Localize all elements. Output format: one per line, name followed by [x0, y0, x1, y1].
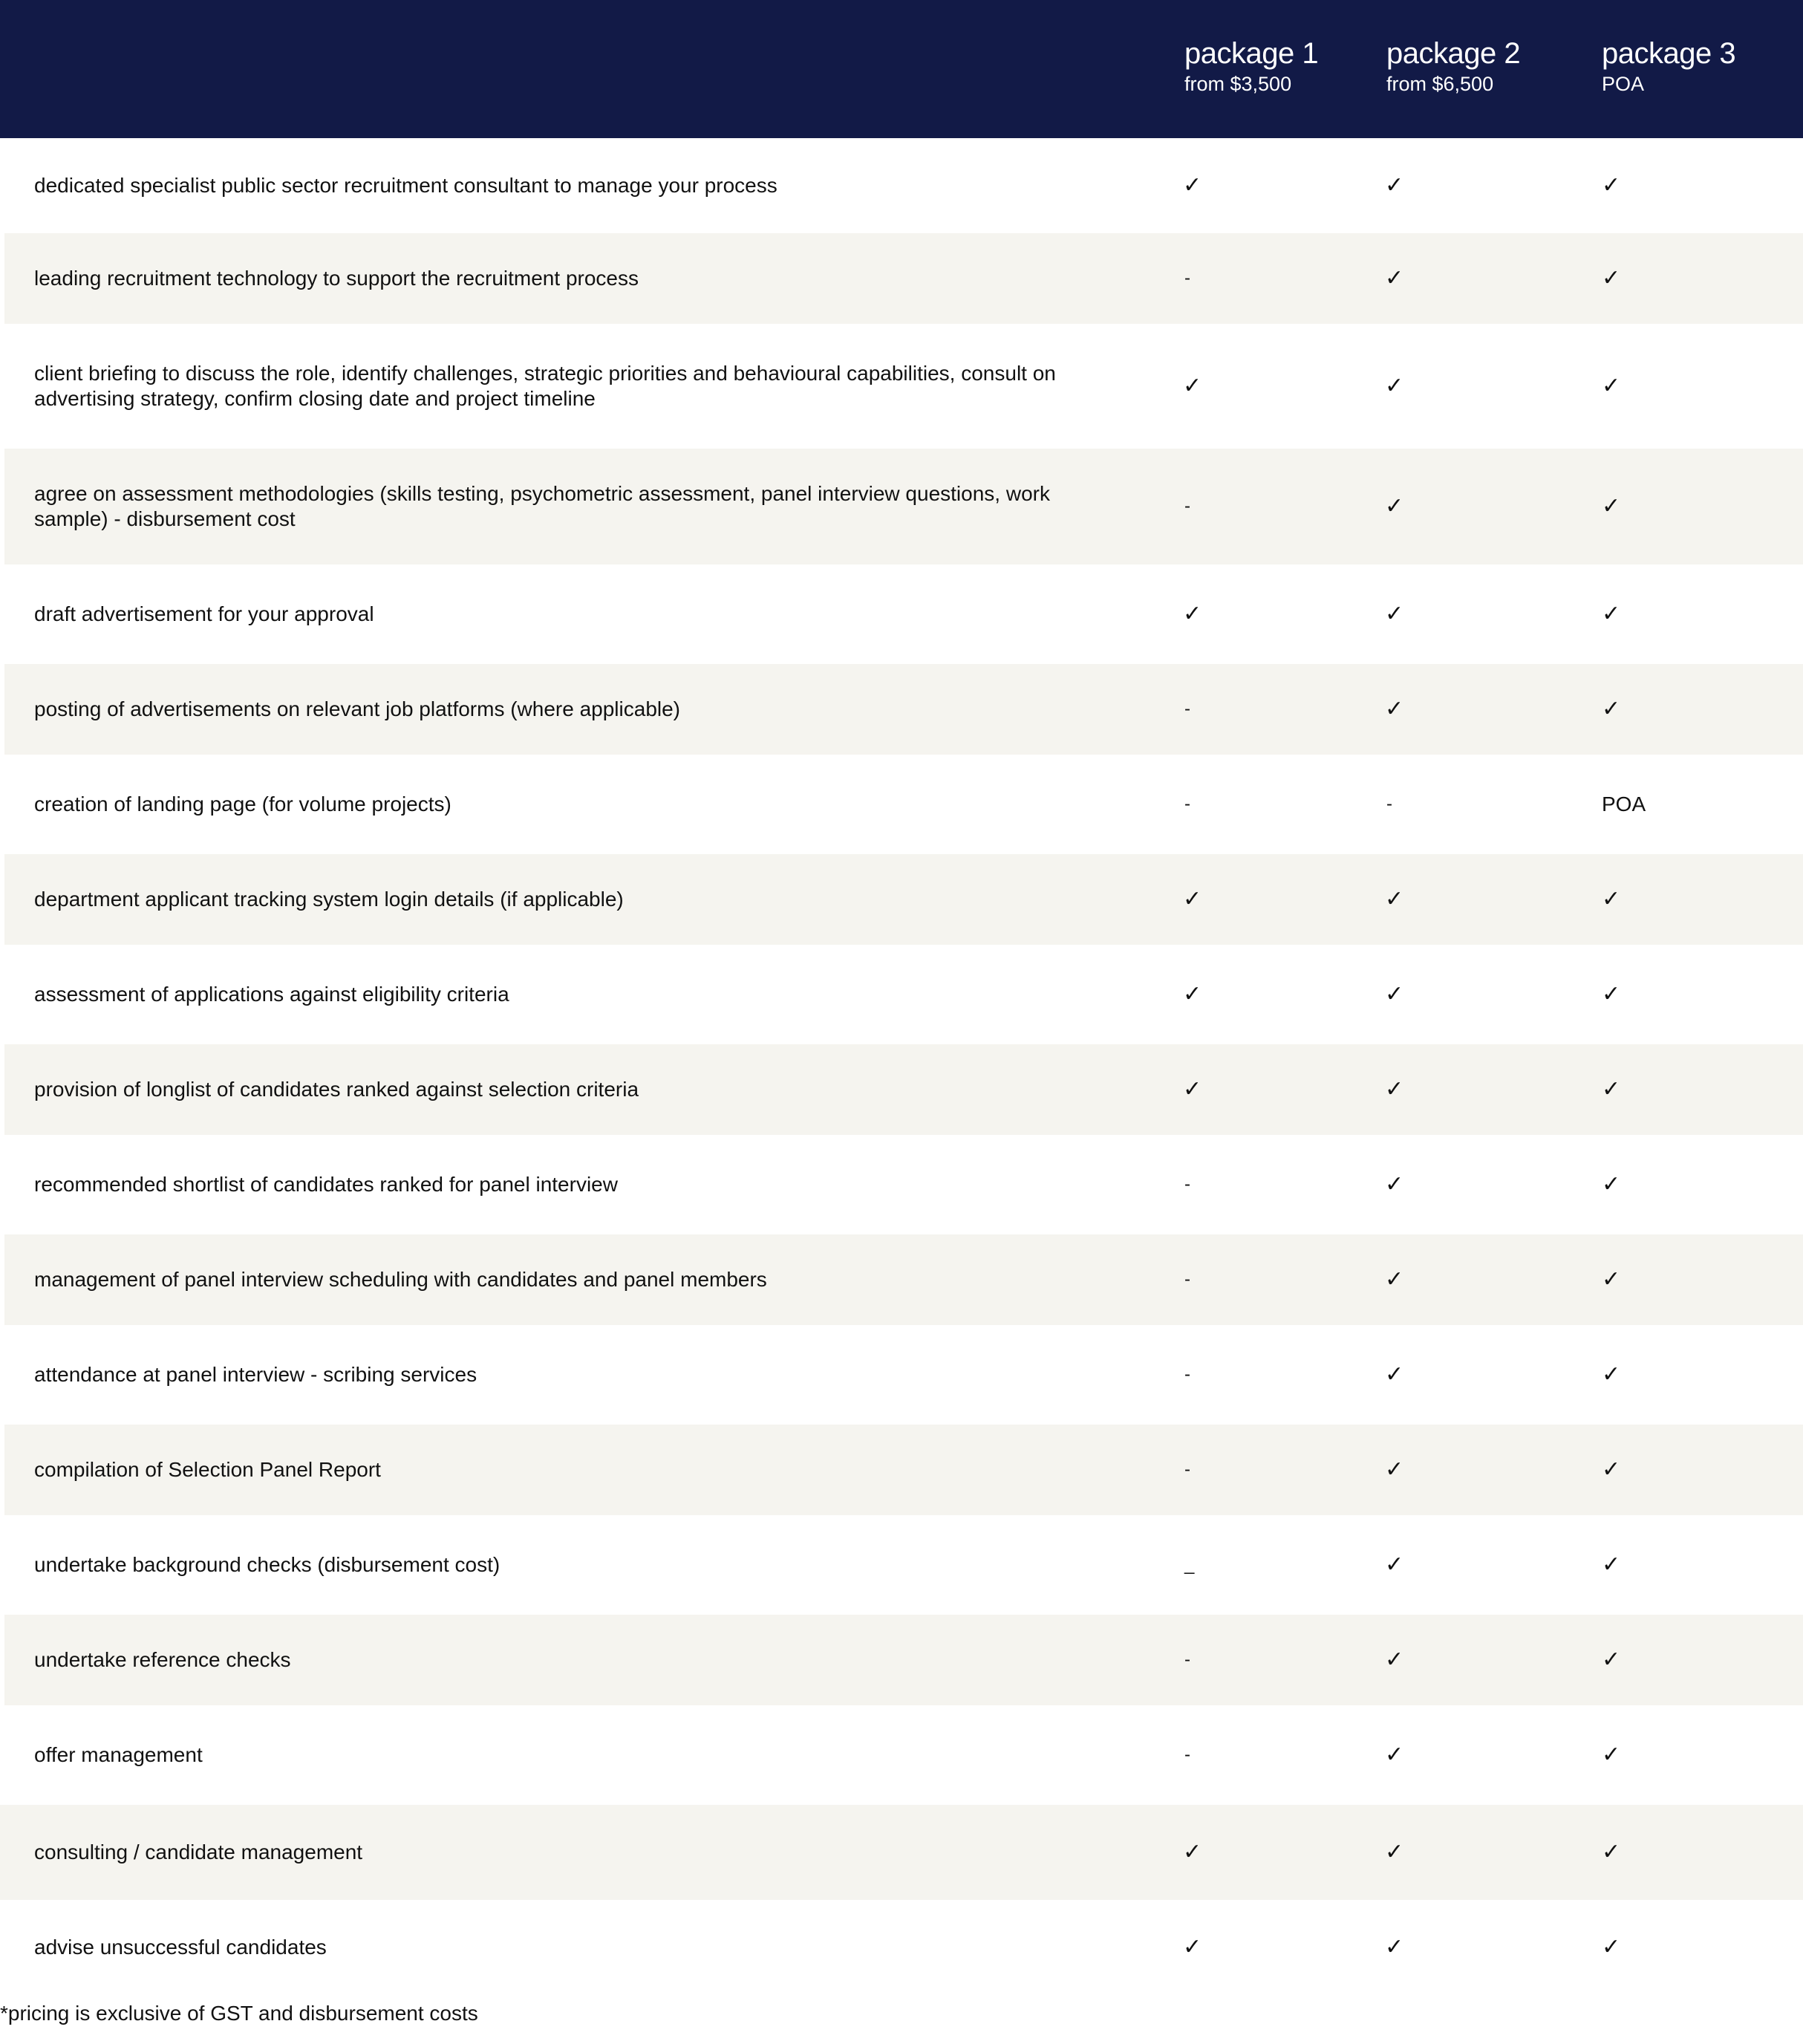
- not-included-mark: -: [1184, 1650, 1190, 1670]
- feature-text: undertake background checks (disbursement cost): [34, 1553, 501, 1576]
- package-1-cell: [1183, 664, 1331, 755]
- feature-label: [34, 1325, 1118, 1425]
- check-icon: ✓: [1602, 373, 1621, 399]
- table-row: [0, 138, 1803, 233]
- package-3-name: package 3: [1602, 37, 1736, 70]
- pricing-footnote: *pricing is exclusive of GST and disbursement costs: [0, 2002, 478, 2025]
- feature-text: draft advertisement for your approval: [34, 602, 374, 625]
- package-3-cell: [1602, 755, 1765, 854]
- feature-label: [34, 1234, 1118, 1325]
- check-icon: ✓: [1183, 1839, 1202, 1865]
- feature-label: [34, 1044, 1118, 1135]
- package-2-cell: [1385, 854, 1533, 945]
- table-row: [0, 324, 1803, 449]
- not-included-mark: -: [1184, 1269, 1190, 1289]
- check-icon: ✓: [1385, 1552, 1404, 1578]
- check-icon: ✓: [1602, 981, 1621, 1007]
- feature-text: management of panel interview scheduling with candidates and panel members: [34, 1268, 767, 1291]
- check-icon: ✓: [1385, 1839, 1404, 1865]
- package-1-cell: [1183, 1515, 1331, 1615]
- check-icon: ✓: [1385, 1076, 1404, 1102]
- package-1-cell: [1183, 854, 1331, 945]
- package-2-cell: [1385, 564, 1533, 664]
- table-row: [0, 1425, 1803, 1515]
- table-row: [0, 233, 1803, 324]
- feature-label: [34, 755, 1118, 854]
- not-included-mark: -: [1184, 1459, 1190, 1480]
- feature-label: [34, 1900, 1118, 1995]
- package-3-cell: [1602, 854, 1765, 945]
- package-3-cell: [1602, 664, 1765, 755]
- table-header: [0, 0, 1803, 138]
- check-icon: ✓: [1385, 265, 1404, 291]
- package-2-name: package 2: [1386, 37, 1521, 70]
- feature-text: advise unsuccessful candidates: [34, 1936, 327, 1959]
- table-row: [0, 1325, 1803, 1425]
- check-icon: ✓: [1602, 1742, 1621, 1768]
- package-2-cell: [1385, 1805, 1533, 1900]
- check-icon: ✓: [1602, 1647, 1621, 1673]
- package-2-cell: [1385, 1135, 1533, 1234]
- table-row: [0, 1234, 1803, 1325]
- table-row: [0, 1515, 1803, 1615]
- check-icon: ✓: [1602, 1076, 1621, 1102]
- feature-label: [34, 1135, 1118, 1234]
- check-icon: ✓: [1602, 696, 1621, 722]
- package-2-price: from $6,500: [1386, 73, 1494, 95]
- package-3-cell: [1602, 324, 1765, 449]
- feature-label: [34, 324, 1118, 449]
- package-3-cell: [1602, 1234, 1765, 1325]
- check-icon: ✓: [1602, 1839, 1621, 1865]
- check-icon: ✓: [1602, 265, 1621, 291]
- package-1-cell: [1183, 564, 1331, 664]
- package-2-cell: [1385, 1705, 1533, 1805]
- feature-label: [34, 449, 1118, 564]
- check-icon: ✓: [1183, 1934, 1202, 1960]
- package-3-cell: [1602, 1805, 1765, 1900]
- table-row: [0, 945, 1803, 1044]
- package-2-cell: [1385, 1044, 1533, 1135]
- package-3-cell: [1602, 1705, 1765, 1805]
- package-3-cell: [1602, 138, 1765, 233]
- feature-label: [34, 1805, 1118, 1900]
- package-1-cell: [1183, 1805, 1331, 1900]
- feature-text: posting of advertisements on relevant job platforms (where applicable): [34, 697, 681, 720]
- check-icon: ✓: [1602, 1171, 1621, 1197]
- table-row: [0, 854, 1803, 945]
- check-icon: ✓: [1385, 1361, 1404, 1387]
- package-3-header: [1602, 36, 1735, 97]
- feature-label: [34, 1615, 1118, 1705]
- package-2-cell: [1385, 664, 1533, 755]
- check-icon: ✓: [1385, 1647, 1404, 1673]
- feature-text: attendance at panel interview - scribing services: [34, 1363, 477, 1386]
- package-1-cell: [1183, 233, 1331, 324]
- table-row: [0, 564, 1803, 664]
- feature-text: undertake reference checks: [34, 1648, 291, 1671]
- package-2-cell: [1385, 1615, 1533, 1705]
- feature-label: [34, 1515, 1118, 1615]
- package-1-cell: [1183, 449, 1331, 564]
- package-2-cell: [1385, 1234, 1533, 1325]
- check-icon: ✓: [1385, 981, 1404, 1007]
- table-row: [0, 1044, 1803, 1135]
- feature-text: assessment of applications against eligibility criteria: [34, 983, 509, 1006]
- not-included-mark: -: [1184, 794, 1190, 814]
- package-2-cell: [1385, 755, 1533, 854]
- check-icon: ✓: [1385, 1934, 1404, 1960]
- table-row: [0, 1900, 1803, 1995]
- package-1-header: [1184, 36, 1318, 97]
- table-row: [0, 449, 1803, 564]
- check-icon: ✓: [1385, 601, 1404, 627]
- package-2-cell: [1385, 449, 1533, 564]
- package-2-cell: [1385, 945, 1533, 1044]
- package-3-cell: [1602, 564, 1765, 664]
- package-2-header: [1386, 36, 1520, 97]
- package-3-cell: [1602, 1900, 1765, 1995]
- package-3-cell: [1602, 449, 1765, 564]
- table-row: [0, 1135, 1803, 1234]
- package-1-cell: [1183, 138, 1331, 233]
- package-3-cell: [1602, 945, 1765, 1044]
- feature-text: leading recruitment technology to support the recruitment process: [34, 267, 639, 290]
- feature-text: consulting / candidate management: [34, 1840, 363, 1864]
- check-icon: ✓: [1385, 1742, 1404, 1768]
- not-included-mark: _: [1184, 1555, 1195, 1575]
- package-1-cell: [1183, 1425, 1331, 1515]
- price-on-application-text: POA: [1602, 792, 1646, 816]
- feature-text: offer management: [34, 1743, 203, 1766]
- check-icon: ✓: [1385, 1171, 1404, 1197]
- check-icon: ✓: [1602, 172, 1621, 198]
- check-icon: ✓: [1385, 1456, 1404, 1482]
- check-icon: ✓: [1602, 1552, 1621, 1578]
- check-icon: ✓: [1602, 493, 1621, 519]
- check-icon: ✓: [1183, 172, 1202, 198]
- package-1-name: package 1: [1184, 37, 1319, 70]
- package-2-cell: [1385, 138, 1533, 233]
- feature-label: [34, 854, 1118, 945]
- check-icon: ✓: [1602, 601, 1621, 627]
- package-2-cell: [1385, 324, 1533, 449]
- package-1-cell: [1183, 324, 1331, 449]
- feature-text: client briefing to discuss the role, identify challenges, strategic priorities and behavioural capabilities, consult on advertising strategy, confirm closing date and project timeline: [34, 362, 1056, 410]
- package-1-cell: [1183, 1135, 1331, 1234]
- feature-text: dedicated specialist public sector recruitment consultant to manage your process: [34, 174, 777, 197]
- package-3-cell: [1602, 1044, 1765, 1135]
- package-1-cell: [1183, 1615, 1331, 1705]
- feature-label: [34, 664, 1118, 755]
- not-included-mark: -: [1184, 496, 1190, 516]
- check-icon: ✓: [1602, 1361, 1621, 1387]
- check-icon: ✓: [1183, 981, 1202, 1007]
- check-icon: ✓: [1385, 696, 1404, 722]
- feature-label: [34, 1705, 1118, 1805]
- package-1-cell: [1183, 1234, 1331, 1325]
- not-included-mark: -: [1184, 1745, 1190, 1765]
- package-3-cell: [1602, 1515, 1765, 1615]
- feature-text: provision of longlist of candidates ranked against selection criteria: [34, 1078, 639, 1101]
- package-3-cell: [1602, 1135, 1765, 1234]
- package-1-price: from $3,500: [1184, 73, 1292, 95]
- not-included-mark: -: [1184, 1364, 1190, 1384]
- table-row: [0, 1805, 1803, 1900]
- check-icon: ✓: [1385, 886, 1404, 912]
- package-3-cell: [1602, 233, 1765, 324]
- check-icon: ✓: [1602, 1934, 1621, 1960]
- package-2-cell: [1385, 1325, 1533, 1425]
- not-included-mark: -: [1184, 1174, 1190, 1194]
- feature-text: agree on assessment methodologies (skills testing, psychometric assessment, panel interview questions, work sample) - disbursement cost: [34, 482, 1050, 530]
- package-1-cell: [1183, 755, 1331, 854]
- check-icon: ✓: [1183, 601, 1202, 627]
- check-icon: ✓: [1385, 172, 1404, 198]
- feature-text: compilation of Selection Panel Report: [34, 1458, 381, 1481]
- check-icon: ✓: [1602, 886, 1621, 912]
- package-1-cell: [1183, 1900, 1331, 1995]
- not-included-mark: -: [1184, 268, 1190, 288]
- check-icon: ✓: [1385, 373, 1404, 399]
- feature-label: [34, 1425, 1118, 1515]
- package-2-cell: [1385, 1425, 1533, 1515]
- package-1-cell: [1183, 1325, 1331, 1425]
- feature-text: department applicant tracking system login details (if applicable): [34, 888, 624, 911]
- feature-label: [34, 945, 1118, 1044]
- feature-label: [34, 564, 1118, 664]
- table-row: [0, 755, 1803, 854]
- package-3-cell: [1602, 1425, 1765, 1515]
- feature-label: [34, 138, 1118, 233]
- check-icon: ✓: [1385, 1266, 1404, 1292]
- not-included-mark: -: [1386, 794, 1392, 814]
- package-2-cell: [1385, 233, 1533, 324]
- not-included-mark: -: [1184, 699, 1190, 719]
- package-2-cell: [1385, 1515, 1533, 1615]
- check-icon: ✓: [1602, 1266, 1621, 1292]
- feature-text: creation of landing page (for volume projects): [34, 792, 451, 816]
- table-row: [0, 1615, 1803, 1705]
- package-3-cell: [1602, 1325, 1765, 1425]
- package-3-price: POA: [1602, 73, 1645, 95]
- check-icon: ✓: [1183, 1076, 1202, 1102]
- package-1-cell: [1183, 1705, 1331, 1805]
- check-icon: ✓: [1183, 373, 1202, 399]
- check-icon: ✓: [1385, 493, 1404, 519]
- package-1-cell: [1183, 1044, 1331, 1135]
- feature-label: [34, 233, 1118, 324]
- check-icon: ✓: [1602, 1456, 1621, 1482]
- table-row: [0, 664, 1803, 755]
- package-2-cell: [1385, 1900, 1533, 1995]
- feature-text: recommended shortlist of candidates ranked for panel interview: [34, 1173, 618, 1196]
- table-row: [0, 1705, 1803, 1805]
- package-3-cell: [1602, 1615, 1765, 1705]
- package-1-cell: [1183, 945, 1331, 1044]
- check-icon: ✓: [1183, 886, 1202, 912]
